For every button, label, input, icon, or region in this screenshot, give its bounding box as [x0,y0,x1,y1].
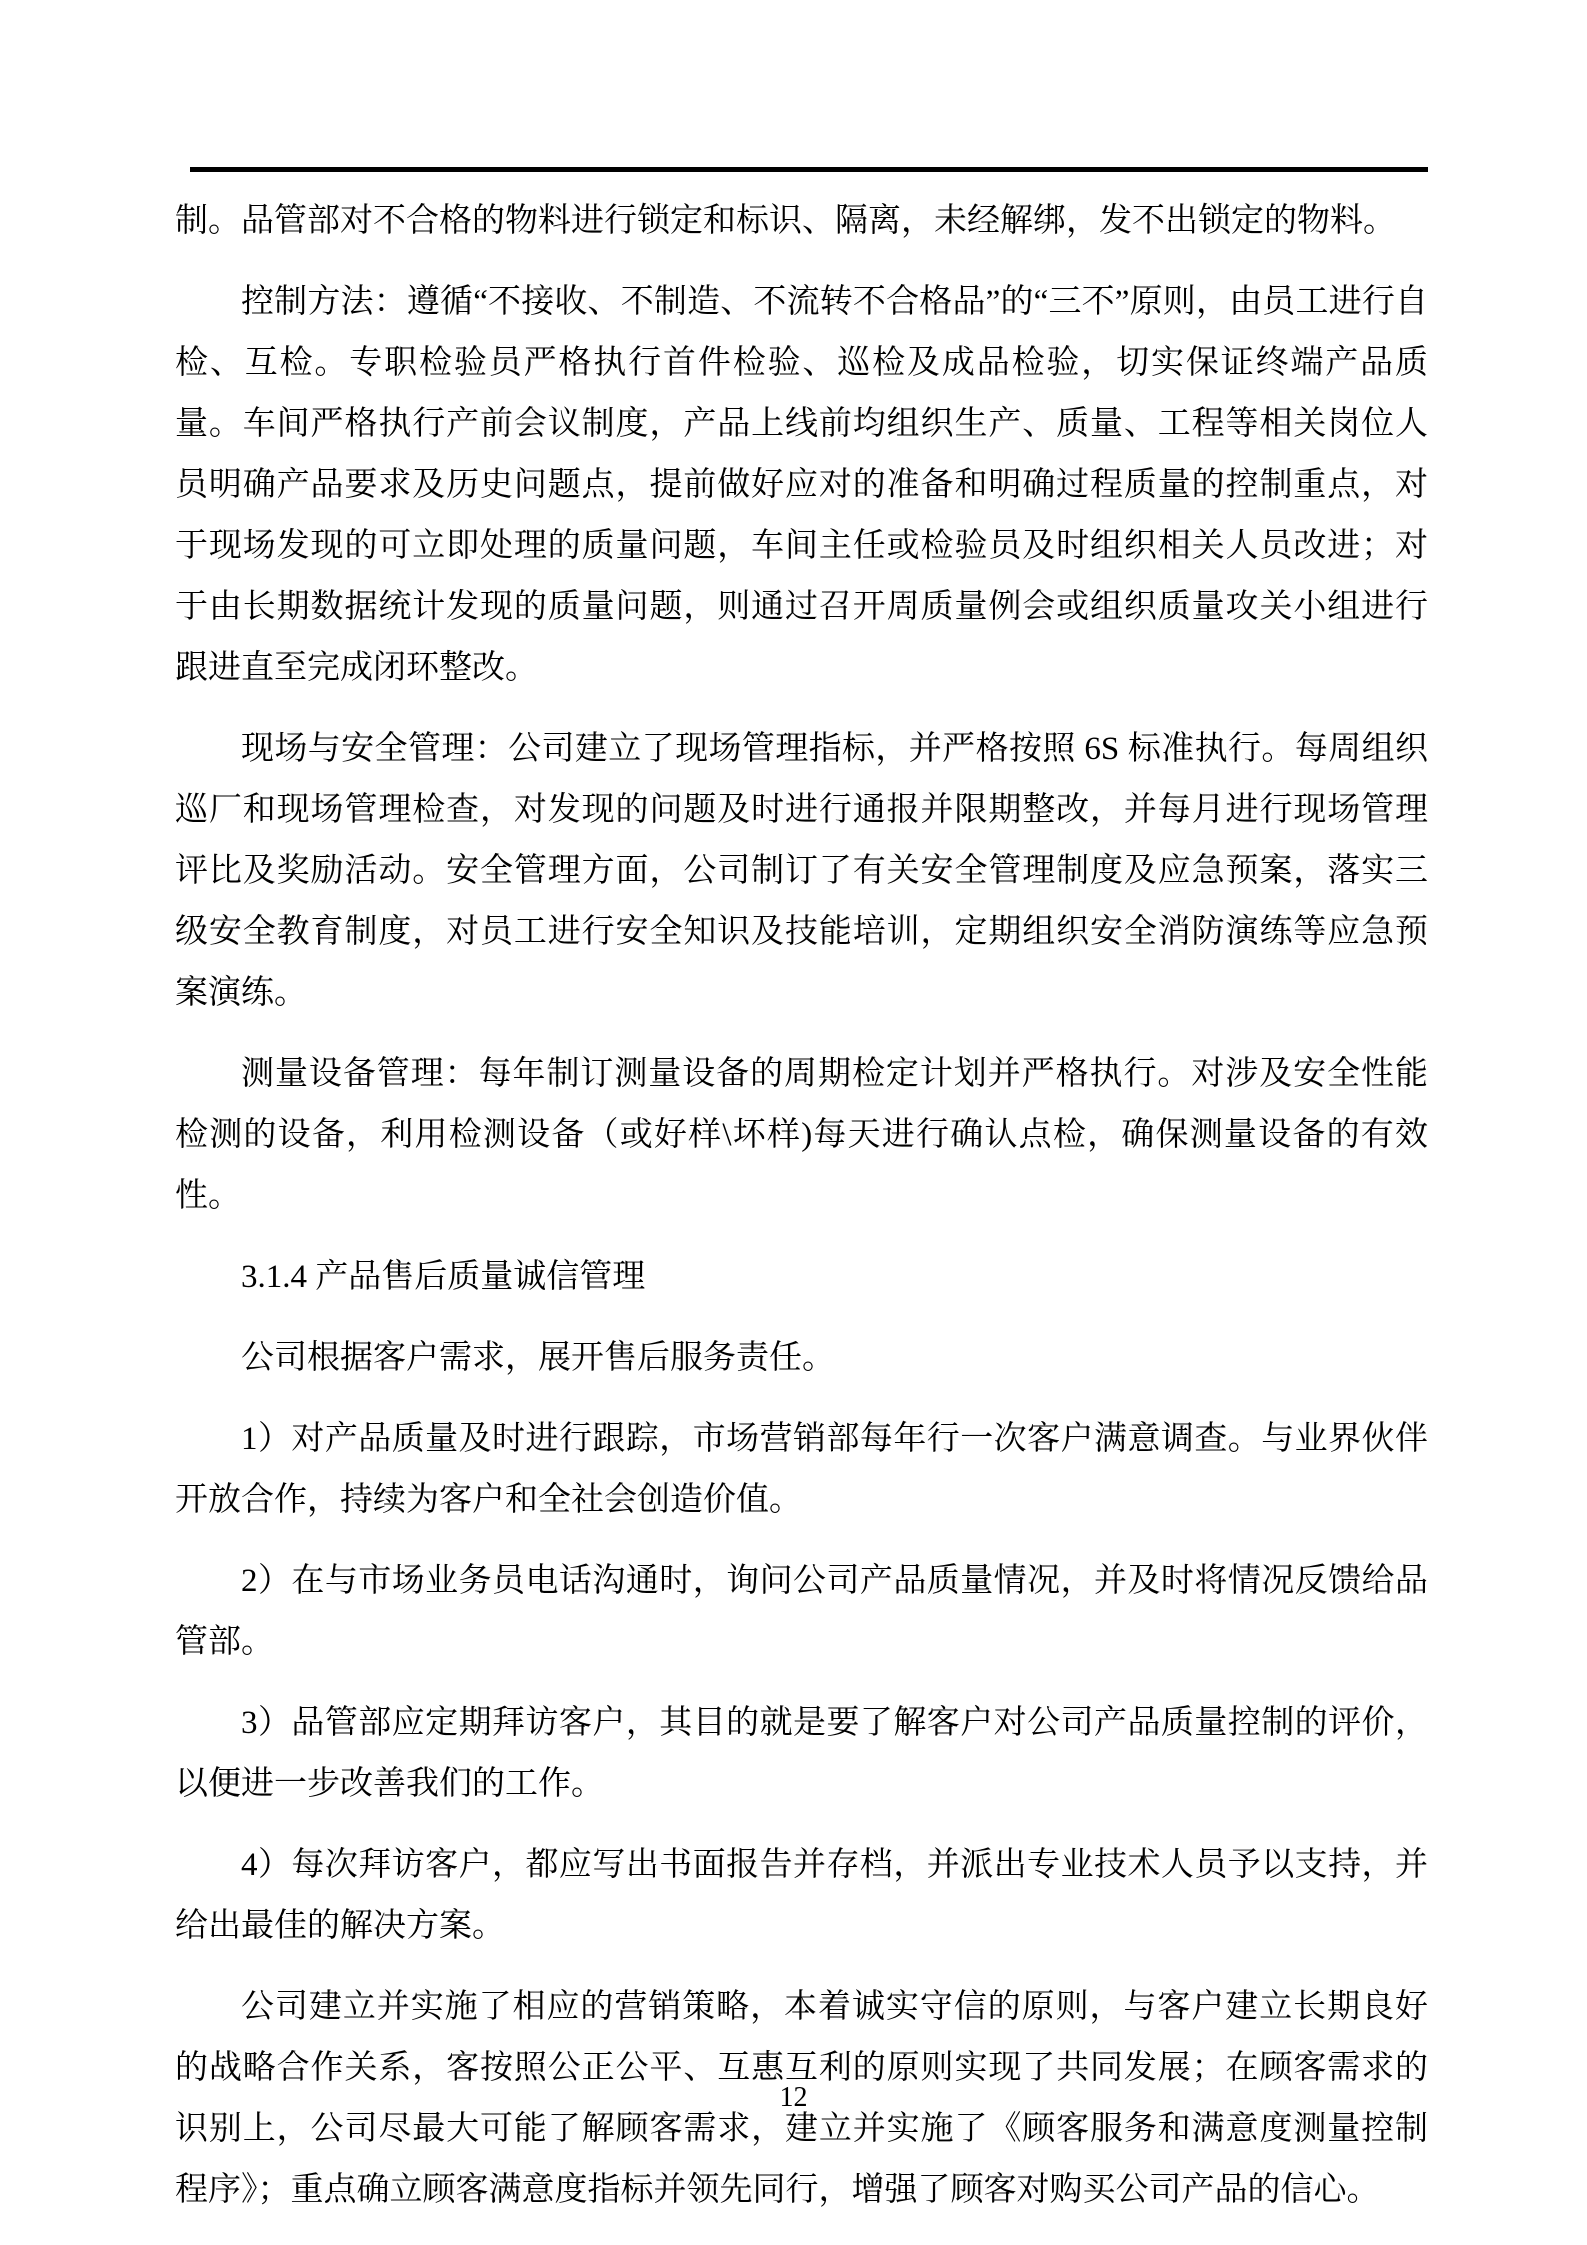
header-rule [190,167,1428,172]
paragraph-marketing-strategy: 公司建立并实施了相应的营销策略，本着诚实守信的原则，与客户建立长期良好的战略合作关系，客按照公正公平、互惠互利的原则实现了共同发展；在顾客需求的识别上，公司尽最大可能了解顾客需求，建立并实施了《顾客服务和满意度测量控制程序》；重点确立顾客满意度指标并领先同行，增强了顾客对购买公司产品的信心。 [175,1989,1428,2208]
list-item-4-visit-reports: 4）每次拜访客户，都应写出书面报告并存档，并派出专业技术人员予以支持，并给出最佳的解决方案。 [175,1847,1428,1944]
section-heading-3-1-4: 3.1.4 产品售后质量诚信管理 [241,1259,646,1295]
paragraph-control-method: 控制方法：遵循“不接收、不制造、不流转不合格品”的“三不”原则，由员工进行自检、互检。专职检验员严格执行首件检验、巡检及成品检验，切实保证终端产品质量。车间严格执行产前会议制度，产品上线前均组织生产、质量、工程等相关岗位人员明确产品要求及历史问题点，提前做好应对的准备和明确过程质量的控制重点，对于现场发现的可立即处理的质量问题，车间主任或检验员及时组织相关人员改进；对于由长期数据统计发现的质量问题，则通过召开周质量例会或组织质量攻关小组进行跟进直至完成闭环整改。 [175,284,1428,686]
paragraph-nonconforming-material-continuation: 制。品管部对不合格的物料进行锁定和标识、隔离，未经解绑，发不出锁定的物料。 [175,203,1396,239]
list-item-2-phone-feedback: 2）在与市场业务员电话沟通时，询问公司产品质量情况，并及时将情况反馈给品管部。 [175,1563,1428,1660]
paragraph-site-and-safety-management: 现场与安全管理：公司建立了现场管理指标，并严格按照 6S 标准执行。每周组织巡厂和现场管理检查，对发现的问题及时进行通报并限期整改，并每月进行现场管理评比及奖励活动。安全管理方面，公司制订了有关安全管理制度及应急预案，落实三级安全教育制度，对员工进行安全知识及技能培训，定期组织安全消防演练等应急预案演练。 [175,731,1428,1011]
document-body [175,191,1428,2241]
page-number: 12 [779,2082,808,2113]
list-item-3-customer-visits: 3）品管部应定期拜访客户，其目的就是要了解客户对公司产品质量控制的评价，以便进一步改善我们的工作。 [175,1705,1428,1802]
paragraph-after-sales-intro: 公司根据客户需求，展开售后服务责任。 [241,1340,835,1376]
list-item-1-quality-tracking: 1）对产品质量及时进行跟踪，市场营销部每年行一次客户满意调查。与业界伙伴开放合作，持续为客户和全社会创造价值。 [175,1421,1428,1518]
paragraph-measurement-equipment-management: 测量设备管理：每年制订测量设备的周期检定计划并严格执行。对涉及安全性能检测的设备，利用检测设备（或好样\坏样)每天进行确认点检，确保测量设备的有效性。 [175,1056,1428,1214]
